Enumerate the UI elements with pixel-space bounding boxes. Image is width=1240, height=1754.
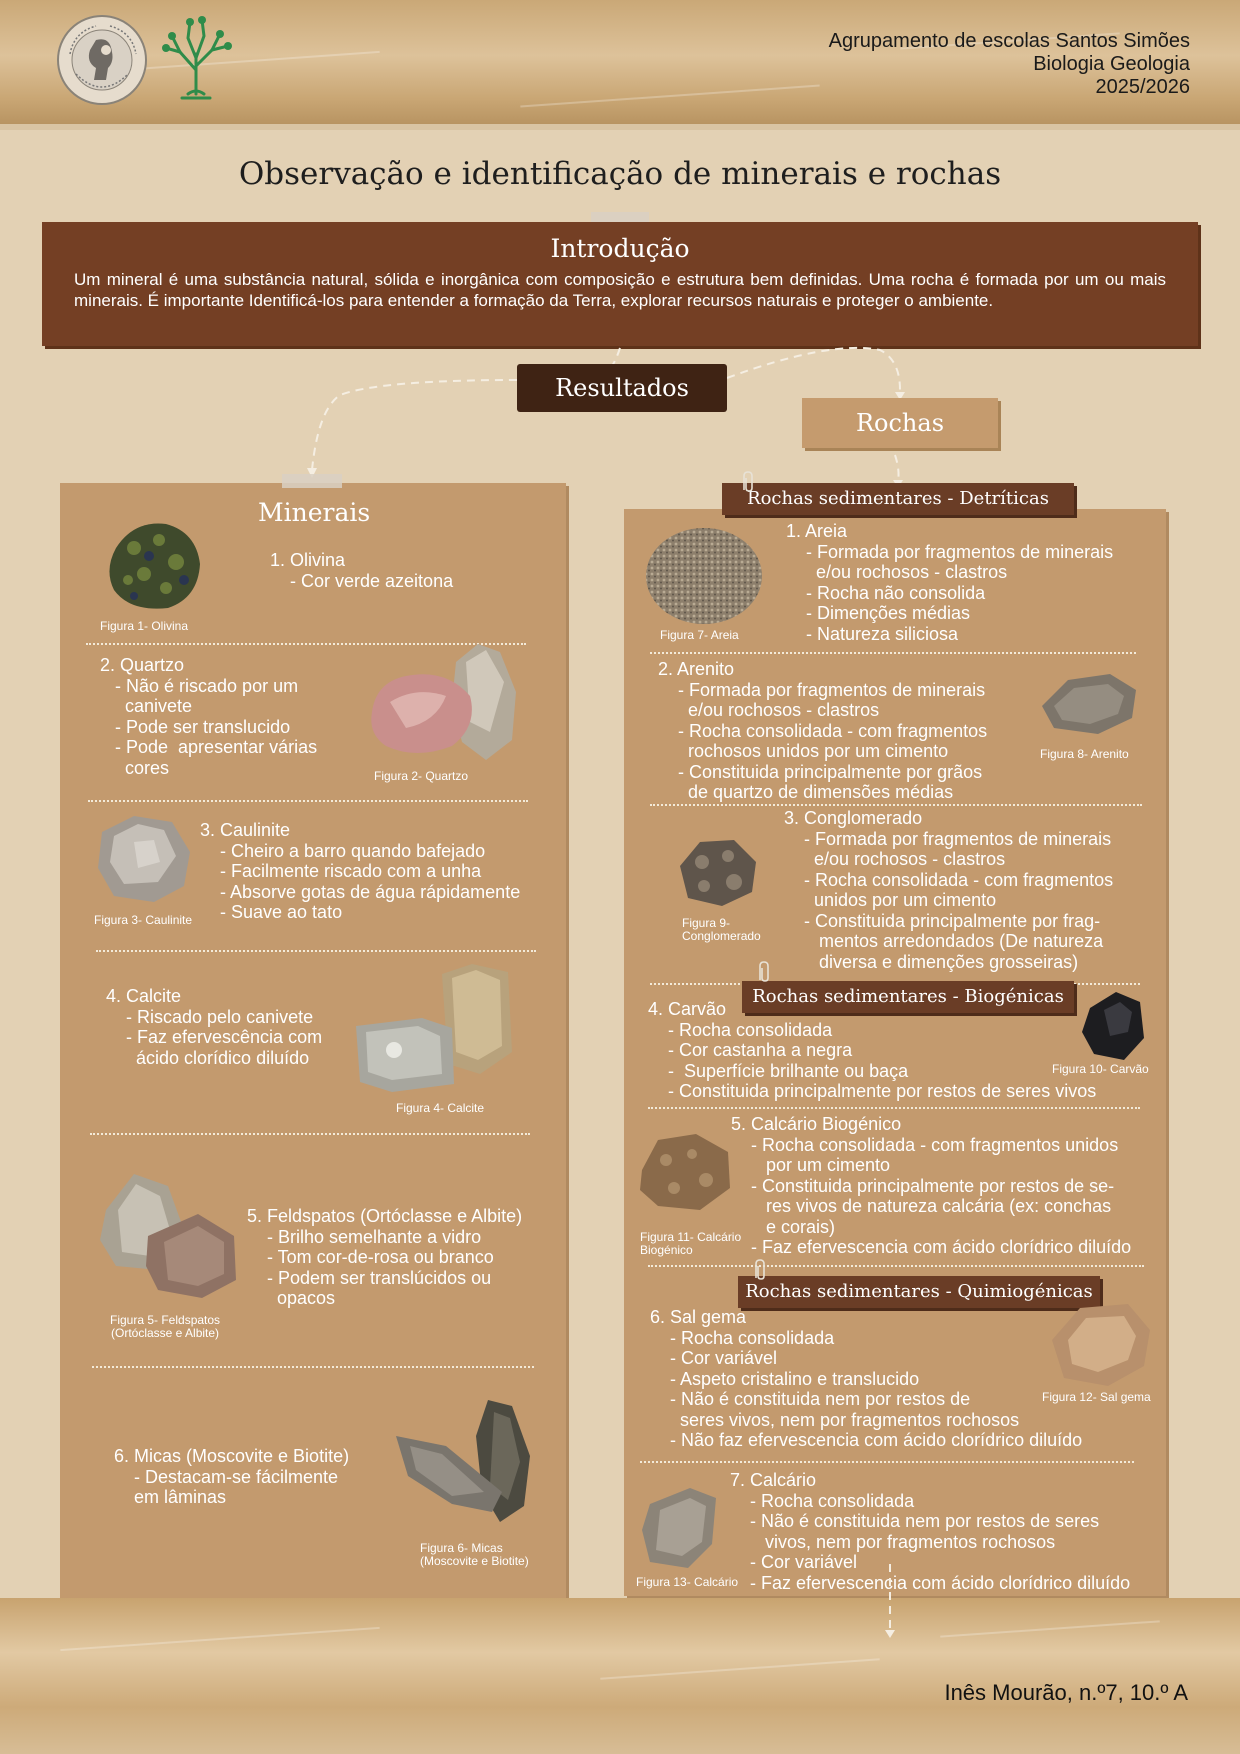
conglomerado-image <box>674 836 760 908</box>
carvao-image <box>1080 988 1146 1064</box>
paperclip-icon <box>756 960 774 984</box>
paperclip-icon <box>740 470 758 494</box>
paperclip-icon <box>752 1258 770 1282</box>
divider <box>650 804 1142 806</box>
rochas-label: Rochas <box>802 398 998 448</box>
mineral-calcite-text: 4. Calcite - Riscado pelo canivete - Faz efervescência com ácido clorídico diluído <box>106 986 323 1068</box>
page-title: Observação e identificação de minerais e rochas <box>238 156 1002 192</box>
feldspatos-image <box>98 1170 240 1300</box>
divider <box>648 1265 1144 1267</box>
flow-connector-bottom <box>880 1562 900 1642</box>
divider <box>640 1461 1134 1463</box>
figure-caption: Figura 6- Micas (Moscovite e Biotite) <box>420 1541 529 1568</box>
minerais-heading: Minerais <box>258 498 371 527</box>
mineral-caulinite-text: 3. Caulinite - Cheiro a barro quando bafejado - Facilmente riscado com a unha - Absorve gotas de água rápidamente - Suave ao tato <box>200 820 521 922</box>
section-quimiogenicas: Rochas sedimentares - Quimiogénicas <box>738 1276 1100 1308</box>
figure-caption: Figura 3- Caulinite <box>94 913 193 927</box>
mineral-quartzo-text: 2. Quartzo - Não é riscado por um canivete - Pode ser translucido - Pode apresentar várias cores <box>100 655 318 778</box>
calcite-image <box>352 962 518 1094</box>
calcario-image <box>640 1484 722 1570</box>
figure-caption: Figura 7- Areia <box>660 628 739 642</box>
figure-caption: Figura 8- Arenito <box>1040 747 1129 761</box>
sal-gema-image <box>1044 1300 1154 1388</box>
figure-caption: Figura 12- Sal gema <box>1042 1390 1151 1404</box>
figure-caption: Figura 11- Calcário Biogénico <box>640 1230 742 1257</box>
mineral-feldspatos-text: 5. Feldspatos (Ortóclasse e Albite) - Brilho semelhante a vidro - Tom cor-de-rosa ou branco - Podem ser translúcidos ou opacos <box>247 1206 523 1308</box>
school-name: Agrupamento de escolas Santos Simões <box>828 30 1190 52</box>
divider <box>90 1133 530 1135</box>
footer-parchment <box>0 1598 1240 1754</box>
header-info <box>829 30 1190 99</box>
quartzo-image <box>366 642 526 764</box>
divider <box>650 652 1136 654</box>
subject-name: Biologia Geologia <box>1033 53 1190 75</box>
divider <box>96 950 536 952</box>
intro-heading: Introdução <box>550 234 690 263</box>
rock-calcario-biogenico-text: 5. Calcário Biogénico - Rocha consolidada - com fragmentos unidos por um cimento - Constituida principalmente por restos de se- res vivos de natureza calcária (ex: conchas e corais) - Faz efervescencia com ácido clorídrico diluído <box>731 1114 1132 1257</box>
mineral-micas-text: 6. Micas (Moscovite e Biotite) - Destacam-se fácilmente em lâminas <box>114 1446 350 1507</box>
school-seal-logo <box>56 14 148 106</box>
section-biogenicas: Rochas sedimentares - Biogénicas <box>742 981 1074 1013</box>
figure-caption: Figura 9- Conglomerado <box>682 916 761 943</box>
divider <box>88 800 528 802</box>
figure-caption: Figura 10- Carvão <box>1052 1062 1149 1076</box>
mineral-olivina-text: 1. Olivina - Cor verde azeitona <box>270 550 454 591</box>
divider <box>648 1107 1140 1109</box>
figure-caption: Figura 1- Olivina <box>100 619 189 633</box>
micas-image <box>392 1396 536 1524</box>
tape-decoration <box>282 474 342 488</box>
rock-conglomerado-text: 3. Conglomerado - Formada por fragmentos de minerais e/ou rochosos - clastros - Rocha consolidada - com fragmentos unidos por um cimento - Constituida principalmente por frag- mentos arredondados (De natureza diversa e dimenções grosseiras) <box>784 808 1114 972</box>
section-detriticas: Rochas sedimentares - Detríticas <box>722 483 1074 515</box>
rock-areia-text: 1. Areia - Formada por fragmentos de minerais e/ou rochosos - clastros - Rocha não consolida - Dimenções médias - Natureza siliciosa <box>786 521 1114 644</box>
flow-connectors <box>0 340 1240 490</box>
intro-box <box>42 222 1198 346</box>
tree-logo <box>158 14 234 100</box>
rock-arenito-text: 2. Arenito - Formada por fragmentos de minerais e/ou rochosos - clastros - Rocha consolidada - com fragmentos rochosos unidos por um cimento - Constituida principalmente por grãos de quartzo de dimensões médias <box>658 659 988 802</box>
caulinite-image <box>94 812 196 904</box>
intro-text: Um mineral é uma substância natural, sólida e inorgânica com composição e estrutura bem definidas. Uma rocha é formada por um ou mais minerais. É importante Identificá-los para entender a formação da Terra, explorar recursos naturais e proteger o ambiente. <box>74 270 1166 310</box>
arenito-image <box>1038 670 1138 736</box>
divider <box>92 1366 534 1368</box>
rock-carvao-text: 4. Carvão - Rocha consolidada - Cor castanha a negra - Superfície brilhante ou baça - Constituida principalmente por restos de seres vivos <box>648 999 1097 1101</box>
figure-caption: Figura 2- Quartzo <box>374 769 469 783</box>
calcario-biogenico-image <box>636 1130 734 1212</box>
figure-caption: Figura 4- Calcite <box>396 1101 485 1115</box>
author-signature: Inês Mourão, n.º7, 10.º A <box>944 1680 1188 1705</box>
areia-image <box>644 524 764 626</box>
figure-caption: Figura 5- Feldspatos (Ortóclasse e Albite) <box>110 1313 221 1340</box>
results-label: Resultados <box>517 364 727 412</box>
school-year: 2025/2026 <box>1095 76 1190 98</box>
rock-sal-gema-text: 6. Sal gema - Rocha consolidada - Cor variável - Aspeto cristalino e translucido - Não é constituida nem por restos de seres vivos, nem por fragmentos rochosos - Não faz efervescencia com ácido clorídrico diluído <box>650 1307 1083 1450</box>
figure-caption: Figura 13- Calcário <box>636 1575 739 1589</box>
rock-calcario-text: 7. Calcário - Rocha consolidada - Não é constituida nem por restos de seres vivos, nem por fragmentos rochosos - Cor variável - Faz efervescencia com ácido clorídrico diluído <box>730 1470 1131 1593</box>
olivina-image <box>104 518 204 612</box>
